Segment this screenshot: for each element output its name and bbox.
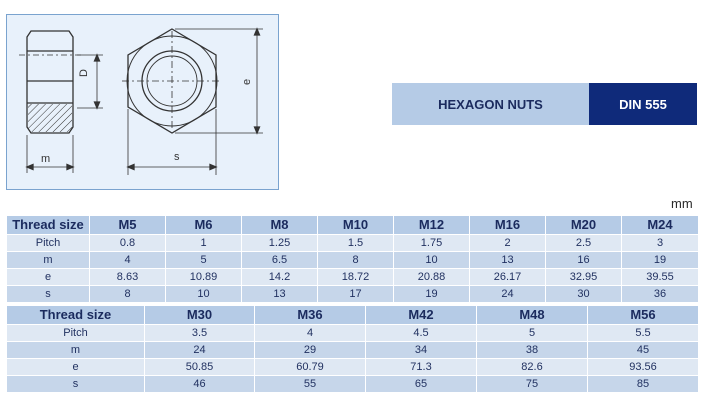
table-row (7, 376, 699, 393)
row-label: Pitch (7, 325, 145, 342)
table-cell: 32.95 (546, 269, 622, 286)
table-header-row (7, 216, 699, 235)
table-cell: 24 (145, 342, 255, 359)
table-cell: 8.63 (90, 269, 166, 286)
side-view (19, 31, 103, 173)
table-cell: 1.75 (394, 235, 470, 252)
row-label: s (7, 376, 145, 393)
table-cell: 2 (470, 235, 546, 252)
table-cell: 13 (242, 286, 318, 303)
table-cell: 8 (90, 286, 166, 303)
table-cell: 17 (318, 286, 394, 303)
label-m: m (41, 153, 51, 165)
thread-size-cell: M30 (145, 306, 255, 325)
product-title: HEXAGON NUTS (392, 83, 589, 125)
table-cell: 16 (546, 252, 622, 269)
table-row (7, 235, 699, 252)
table-cell: 4.5 (366, 325, 477, 342)
row-label: s (7, 286, 90, 303)
thread-size-cell: M36 (255, 306, 366, 325)
table-cell: 36 (622, 286, 699, 303)
label-e: e (241, 78, 253, 85)
table-cell: 2.5 (546, 235, 622, 252)
table-header-row (7, 306, 699, 325)
label-D: D (78, 69, 90, 77)
table-cell: 1.5 (318, 235, 394, 252)
table-cell: 1 (166, 235, 242, 252)
table-cell: 65 (366, 376, 477, 393)
thread-size-cell: M10 (318, 216, 394, 235)
table-cell: 71.3 (366, 359, 477, 376)
thread-size-cell: M42 (366, 306, 477, 325)
table-cell: 6.5 (242, 252, 318, 269)
table-cell: 34 (366, 342, 477, 359)
table-cell: 19 (622, 252, 699, 269)
table-cell: 93.56 (588, 359, 699, 376)
technical-drawing (6, 14, 279, 190)
label-s: s (174, 151, 180, 163)
table-cell: 82.6 (477, 359, 588, 376)
table-cell: 14.2 (242, 269, 318, 286)
thread-size-cell: M5 (90, 216, 166, 235)
title-bar (392, 83, 697, 125)
table-cell: 46 (145, 376, 255, 393)
table-cell: 20.88 (394, 269, 470, 286)
row-label: m (7, 342, 145, 359)
spec-table-2 (6, 305, 699, 393)
table-cell: 75 (477, 376, 588, 393)
table-row (7, 325, 699, 342)
thread-size-cell: M12 (394, 216, 470, 235)
table-cell: 10 (166, 286, 242, 303)
thread-size-cell: M20 (546, 216, 622, 235)
table-row (7, 252, 699, 269)
unit-label: mm (671, 196, 693, 211)
table-cell: 26.17 (470, 269, 546, 286)
table-cell: 29 (255, 342, 366, 359)
table-cell: 5.5 (588, 325, 699, 342)
table-cell: 19 (394, 286, 470, 303)
table-cell: 60.79 (255, 359, 366, 376)
table-row (7, 359, 699, 376)
row-label: Pitch (7, 235, 90, 252)
table-row (7, 342, 699, 359)
table-cell: 3.5 (145, 325, 255, 342)
thread-size-header: Thread size (7, 216, 90, 235)
table-cell: 24 (470, 286, 546, 303)
row-label: e (7, 359, 145, 376)
table-cell: 13 (470, 252, 546, 269)
thread-size-cell: M48 (477, 306, 588, 325)
table-cell: 5 (166, 252, 242, 269)
table-row (7, 286, 699, 303)
hex-nut-drawing-svg (7, 15, 280, 191)
table-cell: 10 (394, 252, 470, 269)
table-cell: 39.55 (622, 269, 699, 286)
thread-size-cell: M6 (166, 216, 242, 235)
row-label: m (7, 252, 90, 269)
thread-size-cell: M56 (588, 306, 699, 325)
table-cell: 1.25 (242, 235, 318, 252)
table-cell: 55 (255, 376, 366, 393)
table-cell: 5 (477, 325, 588, 342)
table-cell: 30 (546, 286, 622, 303)
table-cell: 3 (622, 235, 699, 252)
table-cell: 38 (477, 342, 588, 359)
table-row (7, 269, 699, 286)
table-cell: 4 (255, 325, 366, 342)
row-label: e (7, 269, 90, 286)
front-view (122, 29, 263, 175)
table-cell: 45 (588, 342, 699, 359)
table-cell: 8 (318, 252, 394, 269)
table-cell: 18.72 (318, 269, 394, 286)
table-cell: 50.85 (145, 359, 255, 376)
thread-size-cell: M8 (242, 216, 318, 235)
table-cell: 10.89 (166, 269, 242, 286)
table-cell: 85 (588, 376, 699, 393)
thread-size-header: Thread size (7, 306, 145, 325)
table-cell: 0.8 (90, 235, 166, 252)
thread-size-cell: M16 (470, 216, 546, 235)
spec-table-1 (6, 215, 699, 303)
standard-title: DIN 555 (589, 83, 697, 125)
table-cell: 4 (90, 252, 166, 269)
thread-size-cell: M24 (622, 216, 699, 235)
